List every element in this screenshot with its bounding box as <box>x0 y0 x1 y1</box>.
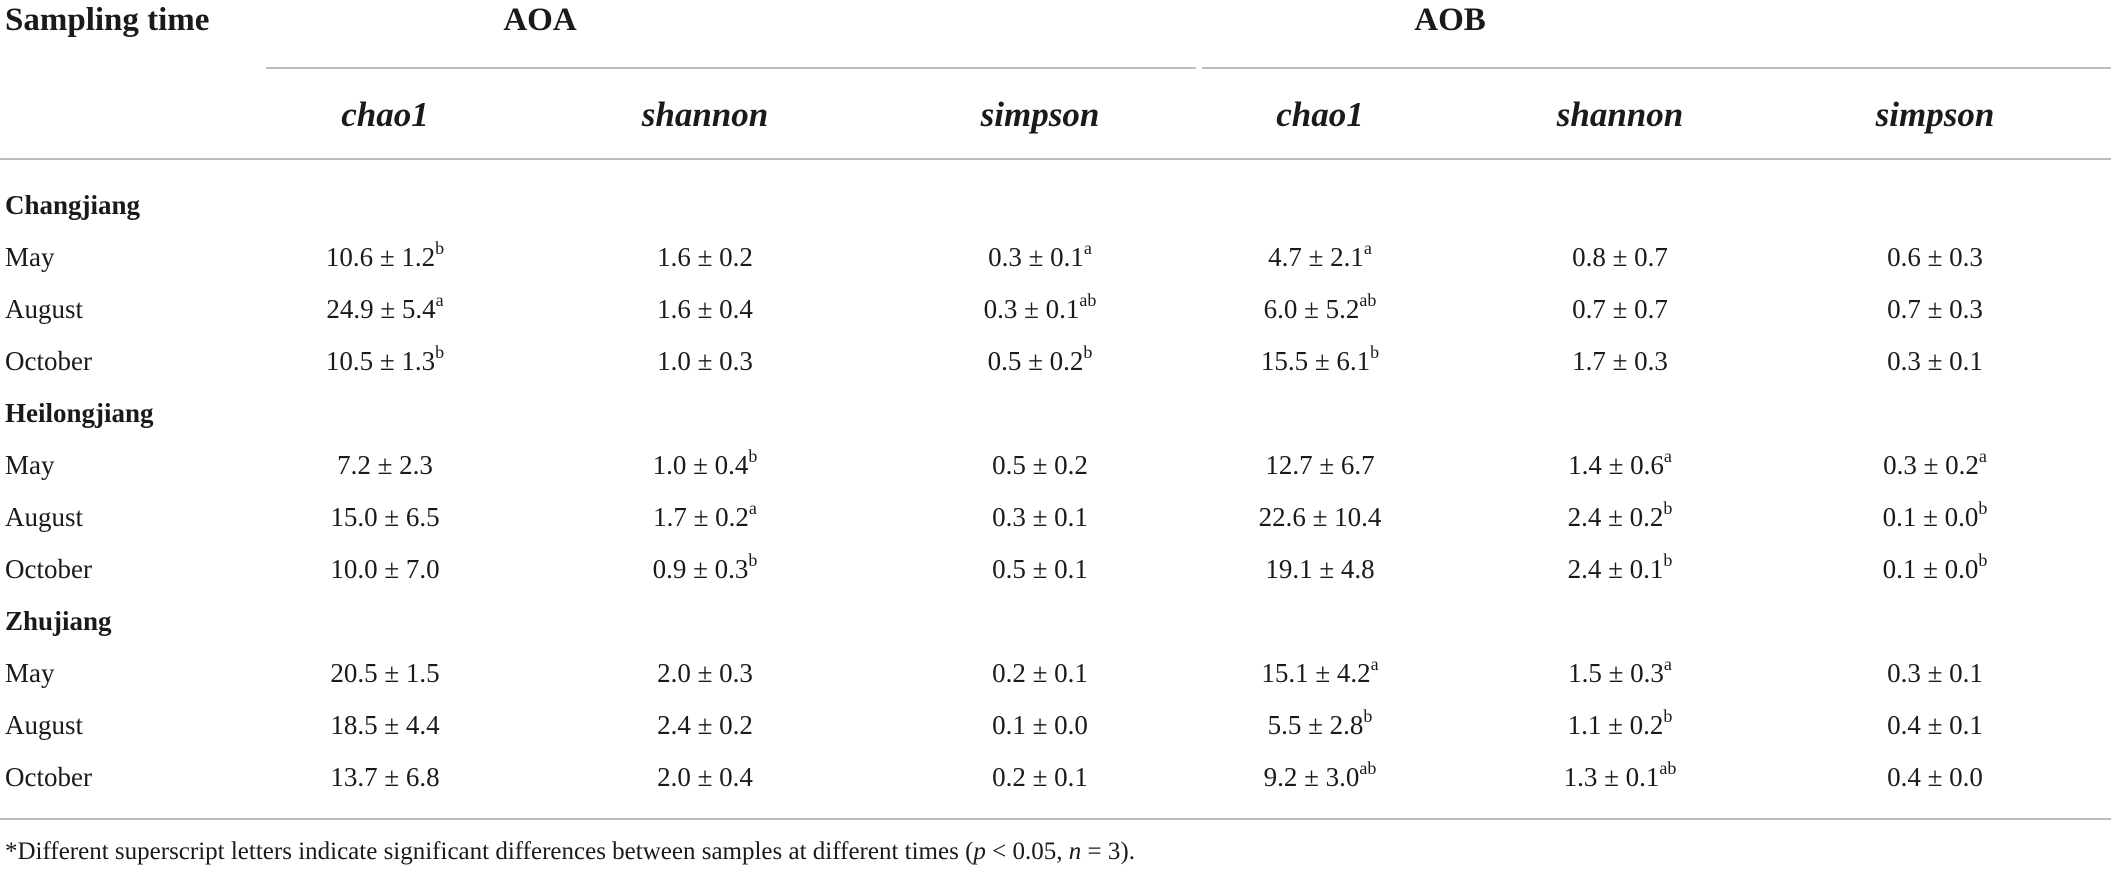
cell-value: 5.5 ± 2.8 <box>1267 710 1364 740</box>
cell-value: 15.1 ± 4.2 <box>1261 658 1371 688</box>
footnote-n: n <box>1068 838 1082 865</box>
row-label: May <box>5 658 55 688</box>
cell-value: 0.5 ± 0.1 <box>992 554 1088 584</box>
table-cell <box>1490 550 1750 585</box>
table-cell <box>255 554 515 585</box>
cell-value: 1.4 ± 0.6 <box>1568 450 1664 480</box>
cell-value: 0.5 ± 0.2 <box>992 450 1088 480</box>
table-cell <box>1490 294 1750 325</box>
cell-superscript: b <box>1978 550 1988 570</box>
subheader-chao1-aoa: chao1 <box>341 95 429 134</box>
cell-value: 0.5 ± 0.2 <box>987 346 1084 376</box>
cell-value: 6.0 ± 5.2 <box>1263 294 1360 324</box>
cell-value: 24.9 ± 5.4 <box>326 294 436 324</box>
table-cell <box>910 658 1170 689</box>
cell-value: 0.4 ± 0.1 <box>1887 710 1983 740</box>
cell-superscript: b <box>1663 706 1673 726</box>
table-cell <box>255 502 515 533</box>
cell-superscript: a <box>748 498 757 518</box>
cell-value: 0.3 ± 0.1 <box>1887 346 1983 376</box>
table-cell <box>255 238 515 273</box>
table-cell <box>575 446 835 481</box>
table-cell <box>1190 706 1450 741</box>
row-label: August <box>5 294 84 324</box>
table-cell <box>255 450 515 481</box>
header-row-label: Sampling time <box>5 2 210 38</box>
row-label: August <box>5 502 84 532</box>
cell-value: 1.0 ± 0.3 <box>657 346 753 376</box>
cell-value: 19.1 ± 4.8 <box>1265 554 1375 584</box>
table-cell <box>575 710 835 741</box>
table-cell <box>910 762 1170 793</box>
cell-value: 0.2 ± 0.1 <box>992 658 1088 688</box>
cell-superscript: b <box>1663 550 1673 570</box>
cell-superscript: b <box>1370 342 1380 362</box>
table-cell <box>1805 446 2065 481</box>
subheader-simpson-aob: simpson <box>1875 95 1995 134</box>
header-bottom-rule <box>0 158 2111 160</box>
cell-superscript: b <box>1663 498 1673 518</box>
table-cell <box>1190 342 1450 377</box>
table-cell <box>575 762 835 793</box>
cell-value: 0.3 ± 0.2 <box>1883 450 1979 480</box>
header-group-aob: AOB <box>1414 2 1486 38</box>
cell-value: 15.0 ± 6.5 <box>330 502 440 532</box>
cell-superscript: b <box>435 342 445 362</box>
table-cell <box>575 346 835 377</box>
cell-value: 15.5 ± 6.1 <box>1260 346 1371 376</box>
cell-value: 0.3 ± 0.1 <box>992 502 1088 532</box>
cell-value: 22.6 ± 10.4 <box>1258 502 1382 532</box>
cell-superscript: b <box>1083 342 1093 362</box>
table-cell <box>255 762 515 793</box>
footnote-text-before: *Different superscript letters indicate significant differences between samples at different times ( <box>5 838 974 865</box>
section-heading-zhujiang: Zhujiang <box>5 606 112 636</box>
cell-value: 10.5 ± 1.3 <box>325 346 436 376</box>
table-cell <box>1490 654 1750 689</box>
table-cell <box>1490 242 1750 273</box>
subheader-simpson-aoa: simpson <box>980 95 1100 134</box>
table-cell <box>1490 498 1750 533</box>
footnote <box>5 838 1135 866</box>
table-cell <box>1190 758 1450 793</box>
cell-value: 2.0 ± 0.3 <box>657 658 753 688</box>
cell-value: 12.7 ± 6.7 <box>1265 450 1375 480</box>
table-cell <box>1805 658 2065 689</box>
row-label: October <box>5 346 92 376</box>
table-cell <box>910 710 1170 741</box>
table-cell <box>1805 498 2065 533</box>
header-group-aoa: AOA <box>503 2 577 38</box>
table-cell <box>1190 450 1450 481</box>
cell-value: 0.4 ± 0.0 <box>1887 762 1983 792</box>
table-bottom-rule <box>0 818 2111 820</box>
cell-superscript: b <box>748 446 758 466</box>
cell-value: 20.5 ± 1.5 <box>330 658 440 688</box>
aoa-group-rule <box>266 67 1196 69</box>
cell-superscript: a <box>1083 238 1092 258</box>
cell-value: 2.4 ± 0.1 <box>1567 554 1664 584</box>
subheader-chao1-aob: chao1 <box>1276 95 1364 134</box>
cell-value: 2.4 ± 0.2 <box>1567 502 1664 532</box>
cell-value: 9.2 ± 3.0 <box>1263 762 1360 792</box>
cell-value: 0.7 ± 0.7 <box>1572 294 1668 324</box>
row-label: May <box>5 450 55 480</box>
cell-value: 7.2 ± 2.3 <box>337 450 433 480</box>
footnote-p: p <box>973 838 986 865</box>
cell-value: 0.1 ± 0.0 <box>1882 554 1979 584</box>
aob-group-rule <box>1202 67 2111 69</box>
table-cell <box>1490 346 1750 377</box>
cell-value: 13.7 ± 6.8 <box>330 762 440 792</box>
table-cell <box>1190 290 1450 325</box>
table-cell <box>255 290 515 325</box>
table-cell <box>1190 238 1450 273</box>
cell-value: 0.7 ± 0.3 <box>1887 294 1983 324</box>
table-cell <box>910 238 1170 273</box>
cell-value: 1.3 ± 0.1 <box>1563 762 1660 792</box>
cell-superscript: ab <box>1359 290 1377 310</box>
subheader-shannon-aoa: shannon <box>641 95 769 134</box>
cell-value: 0.9 ± 0.3 <box>652 554 749 584</box>
cell-value: 1.7 ± 0.3 <box>1572 346 1668 376</box>
cell-superscript: b <box>1363 706 1373 726</box>
table-cell <box>255 710 515 741</box>
cell-superscript: a <box>1370 654 1379 674</box>
cell-superscript: a <box>435 290 444 310</box>
cell-value: 0.3 ± 0.1 <box>988 242 1084 272</box>
table-cell <box>910 290 1170 325</box>
footnote-text-after: = 3). <box>1081 838 1135 865</box>
table-cell <box>1490 446 1750 481</box>
cell-superscript: b <box>748 550 758 570</box>
table-cell <box>255 342 515 377</box>
cell-value: 0.2 ± 0.1 <box>992 762 1088 792</box>
table-cell <box>1805 762 2065 793</box>
cell-superscript: ab <box>1079 290 1097 310</box>
cell-superscript: a <box>1363 238 1372 258</box>
cell-value: 0.1 ± 0.0 <box>1882 502 1979 532</box>
table-cell <box>1805 710 2065 741</box>
table-cell <box>1490 758 1750 793</box>
cell-value: 0.1 ± 0.0 <box>992 710 1088 740</box>
cell-superscript: a <box>1978 446 1987 466</box>
cell-superscript: b <box>435 238 445 258</box>
cell-value: 2.4 ± 0.2 <box>657 710 753 740</box>
section-heading-changjiang: Changjiang <box>5 190 141 220</box>
table-cell <box>1805 242 2065 273</box>
cell-value: 1.6 ± 0.4 <box>657 294 753 324</box>
cell-value: 4.7 ± 2.1 <box>1268 242 1364 272</box>
cell-value: 10.6 ± 1.2 <box>325 242 436 272</box>
table-cell <box>1490 706 1750 741</box>
cell-superscript: a <box>1663 654 1672 674</box>
cell-value: 18.5 ± 4.4 <box>330 710 440 740</box>
cell-value: 1.1 ± 0.2 <box>1567 710 1664 740</box>
table-cell <box>1805 294 2065 325</box>
cell-value: 0.8 ± 0.7 <box>1572 242 1668 272</box>
cell-value: 1.0 ± 0.4 <box>652 450 749 480</box>
table-cell <box>575 658 835 689</box>
row-label: August <box>5 710 84 740</box>
cell-value: 0.6 ± 0.3 <box>1887 242 1983 272</box>
table-cell <box>910 450 1170 481</box>
row-label: October <box>5 554 92 584</box>
cell-superscript: a <box>1663 446 1672 466</box>
cell-superscript: ab <box>1659 758 1677 778</box>
table-cell <box>910 502 1170 533</box>
table-cell <box>575 242 835 273</box>
table-cell <box>910 554 1170 585</box>
footnote-text-mid: < 0.05, <box>985 838 1069 865</box>
row-label: October <box>5 762 92 792</box>
cell-value: 0.3 ± 0.1 <box>1887 658 1983 688</box>
cell-value: 10.0 ± 7.0 <box>330 554 440 584</box>
table-cell <box>1805 550 2065 585</box>
table-cell <box>1190 654 1450 689</box>
cell-value: 1.7 ± 0.2 <box>653 502 749 532</box>
cell-value: 1.5 ± 0.3 <box>1568 658 1664 688</box>
table-cell <box>1190 554 1450 585</box>
table-cell <box>575 550 835 585</box>
cell-value: 1.6 ± 0.2 <box>657 242 753 272</box>
cell-superscript: ab <box>1359 758 1377 778</box>
table-cell <box>1805 346 2065 377</box>
section-heading-heilongjiang: Heilongjiang <box>5 398 154 428</box>
table-cell <box>910 342 1170 377</box>
subheader-shannon-aob: shannon <box>1556 95 1684 134</box>
row-label: May <box>5 242 55 272</box>
cell-value: 2.0 ± 0.4 <box>657 762 753 792</box>
cell-superscript: b <box>1978 498 1988 518</box>
cell-value: 0.3 ± 0.1 <box>983 294 1080 324</box>
table-cell <box>1190 502 1450 533</box>
table-cell <box>575 498 835 533</box>
table-cell <box>575 294 835 325</box>
table-cell <box>255 658 515 689</box>
